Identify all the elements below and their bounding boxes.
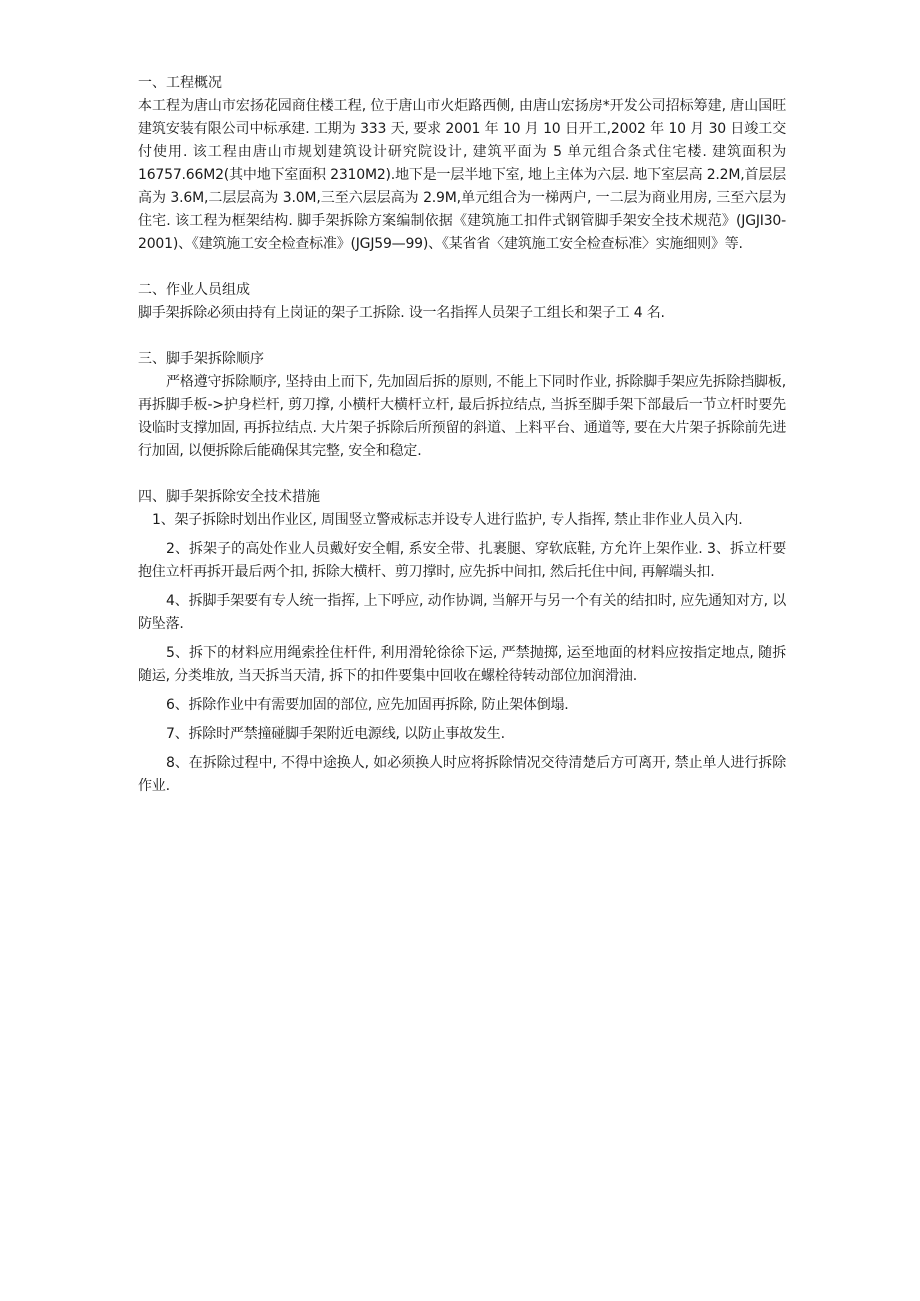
- list-item: 7、拆除时严禁撞碰脚手架附近电源线, 以防止事故发生.: [166, 726, 505, 742]
- section-dismantle-order: [138, 348, 786, 463]
- list-item: 1、架子拆除时划出作业区, 周围竖立警戒标志并设专人进行监护, 专人指挥, 禁止非作业人员入内.: [152, 512, 743, 528]
- section-paragraph: 本工程为唐山市宏扬花园商住楼工程, 位于唐山市火炬路西侧, 由唐山宏扬房*开发公司招标筹建, 唐山国旺建筑安装有限公司中标承建. 工期为 333 天, 要求 2001 年 10 月 10 日开工,2002 年 10 月 30 日竣工交付使用. 该工程由唐山市规划建筑设计研究院设计, 建筑平面为 5 单元组合条式住宅楼. 建筑面积为 16757.66M2(其中地下室面积 2310M2).地下是一层半地下室, 地上主体为六层. 地下室层高 2.2M,首层层高为 3.6M,二层层高为 3.0M,三至六层层高为 2.9M,单元组合为一梯两户, 一二层为商业用房, 三至六层为住宅. 该工程为框架结构. 脚手架拆除方案编制依据《建筑施工扣件式钢管脚手架安全技术规范》(JGJI30-2001)、《建筑施工安全检查标准》(JGJ59—99)、《某省省〈建筑施工安全检查标准〉实施细则》等.: [138, 98, 786, 252]
- list-item: 8、在拆除过程中, 不得中途换人, 如必须换人时应将拆除情况交待清楚后方可离开, 禁止单人进行拆除作业.: [138, 755, 786, 794]
- list-item: 2、拆架子的高处作业人员戴好安全帽, 系安全带、扎裹腿、穿软底鞋, 方允许上架作业. 3、拆立杆要抱住立杆再拆开最后两个扣, 拆除大横杆、剪刀撑时, 应先拆中间扣, 然后托住中间, 再解端头扣.: [138, 541, 786, 580]
- section-project-overview: [138, 72, 786, 256]
- section-heading: 三、脚手架拆除顺序: [138, 351, 264, 367]
- section-paragraph: 严格遵守拆除顺序, 坚持由上而下, 先加固后拆的原则, 不能上下同时作业, 拆除脚手架应先拆除挡脚板, 再拆脚手板->护身栏杆, 剪刀撑, 小横杆大横杆立杆, 最后拆拉结点, 当拆至脚手架下部最后一节立杆时要先设临时支撑加固, 再拆拉结点. 大片架子拆除后所预留的斜道、上料平台、通道等, 要在大片架子拆除前先进行加固, 以便拆除后能确保其完整, 安全和稳定.: [138, 374, 786, 459]
- section-personnel: [138, 279, 786, 325]
- section-heading: 四、脚手架拆除安全技术措施: [138, 489, 320, 505]
- section-heading: 二、作业人员组成: [138, 282, 250, 298]
- list-item: 6、拆除作业中有需要加固的部位, 应先加固再拆除, 防止架体倒塌.: [166, 697, 569, 713]
- document-page: [138, 72, 786, 798]
- list-item: 4、拆脚手架要有专人统一指挥, 上下呼应, 动作协调, 当解开与另一个有关的结扣时, 应先通知对方, 以防坠落.: [138, 593, 786, 632]
- list-item: 5、拆下的材料应用绳索拴住杆件, 利用滑轮徐徐下运, 严禁抛掷, 运至地面的材料应按指定地点, 随拆随运, 分类堆放, 当天拆当天清, 拆下的扣件要集中回收在螺栓待转动部位加润滑油.: [138, 645, 786, 684]
- section-heading: 一、工程概况: [138, 75, 222, 91]
- section-safety-measures: [138, 486, 786, 798]
- section-paragraph: 脚手架拆除必须由持有上岗证的架子工拆除. 设一名指挥人员架子工组长和架子工 4 名.: [138, 305, 665, 321]
